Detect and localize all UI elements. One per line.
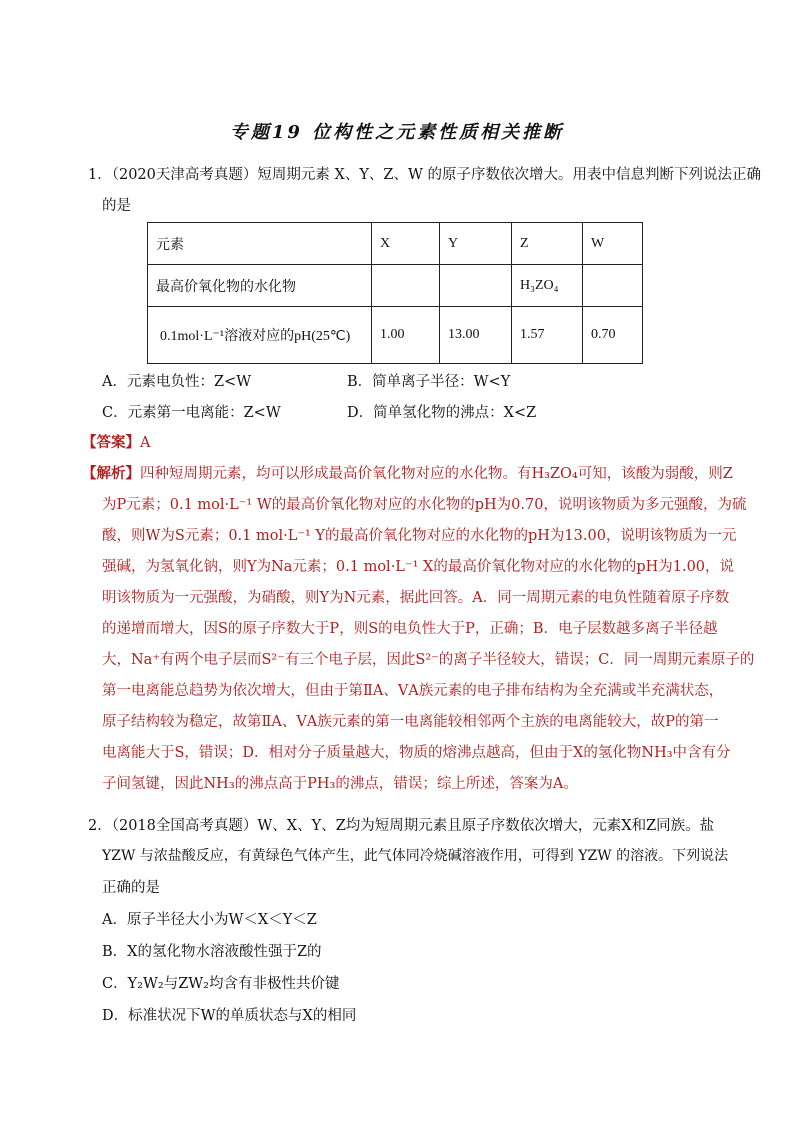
- answer-tag: 【答案】: [82, 434, 140, 451]
- q2-option-d[interactable]: D．标准状况下W的单质状态与X的相同: [102, 1008, 357, 1024]
- q1-stem-line2: 的是: [102, 198, 131, 214]
- q1-option-b[interactable]: B．简单离子半径：W<Y: [347, 374, 511, 390]
- q1-option-d[interactable]: D．简单氢化物的沸点：X<Z: [347, 405, 537, 421]
- table-cell: 最高价氧化物的水化物: [148, 265, 372, 307]
- analysis-text: 四种短周期元素，均可以形成最高价氧化物对应的水化物。有H₃ZO₄可知，该酸为弱酸，则Z: [140, 466, 733, 482]
- table-cell: Z: [512, 223, 583, 265]
- analysis-line-1: [82, 462, 733, 483]
- table-cell: 1.57: [512, 307, 583, 364]
- table-cell: 13.00: [440, 307, 512, 364]
- table-row: [148, 307, 643, 364]
- q1-option-c[interactable]: C．元素第一电离能：Z<W: [102, 405, 281, 421]
- q1-answer: [82, 431, 150, 452]
- analysis-tag: 【解析】: [82, 465, 140, 482]
- table-cell: 1.00: [372, 307, 440, 364]
- table-cell: W: [583, 223, 643, 265]
- q2-stem-line3: 正确的是: [102, 880, 160, 896]
- analysis-line-5: 明该物质为一元强酸，为硝酸，则Y为N元素，据此回答。A．同一周期元素的电负性随着原子序数: [102, 590, 730, 606]
- q1-table: [147, 222, 643, 364]
- table-row: [148, 265, 643, 307]
- analysis-line-4: 强碱，为氢氧化钠，则Y为Na元素；0.1 mol·L⁻¹ X的最高价氧化物对应的水化物的pH为1.00，说: [102, 559, 735, 575]
- answer-value: A: [140, 435, 151, 451]
- table-cell: H₃ZO₄: [512, 265, 583, 307]
- q2-stem-line2: YZW 与浓盐酸反应，有黄绿色气体产生，此气体同冷烧碱溶液作用，可得到 YZW 的溶液。下列说法: [102, 848, 729, 864]
- q2-option-a[interactable]: A．原子半径大小为W＜X＜Y＜Z: [102, 912, 317, 928]
- table-cell: 0.1mol·L⁻¹溶液对应的pH(25℃): [148, 307, 372, 364]
- table-cell: 0.70: [583, 307, 643, 364]
- q1-option-a[interactable]: A．元素电负性：Z<W: [102, 374, 252, 390]
- table-cell: [583, 265, 643, 307]
- table-row: [148, 223, 643, 265]
- q1-source: （2020天津高考真题）: [111, 167, 258, 183]
- q2-option-b[interactable]: B．X的氢化物水溶液酸性强于Z的: [102, 944, 322, 960]
- q2-stem-line1: [88, 814, 714, 835]
- analysis-line-11: 子间氢键，因此NH₃的沸点高于PH₃的沸点，错误；综上所述，答案为A。: [102, 776, 578, 792]
- analysis-line-6: 的递增而增大，因S的原子序数大于P，则S的电负性大于P，正确；B．电子层数越多离子半径越: [102, 621, 718, 637]
- analysis-line-8: 第一电离能总趋势为依次增大，但由于第ⅡA、ⅤA族元素的电子排布结构为全充满或半充满状态，: [102, 683, 724, 699]
- q1-number: 1．: [88, 167, 112, 183]
- analysis-line-10: 电离能大于S，错误；D．相对分子质量越大，物质的熔沸点越高，但由于X的氢化物NH₃中含有分: [102, 745, 731, 761]
- table-cell: [372, 265, 440, 307]
- analysis-line-2: 为P元素；0.1 mol·L⁻¹ W的最高价氧化物对应的水化物的pH为0.70，说明该物质为多元强酸，为硫: [102, 497, 747, 513]
- table-cell: Y: [440, 223, 512, 265]
- analysis-line-3: 酸，则W为S元素；0.1 mol·L⁻¹ Y的最高价氧化物对应的水化物的pH为13.00，说明该物质为一元: [102, 528, 737, 544]
- page-title: 专题19 位构性之元素性质相关推断: [229, 122, 565, 143]
- q1-stem-text1: 短周期元素 X、Y、Z、W 的原子序数依次增大。用表中信息判断下列说法正确: [257, 167, 761, 183]
- q2-source: （2018全国高考真题）: [111, 818, 258, 834]
- table-cell: 元素: [148, 223, 372, 265]
- q2-stem-text1: W、X、Y、Z均为短周期元素且原子序数依次增大，元素X和Z同族。盐: [257, 818, 715, 834]
- analysis-line-9: 原子结构较为稳定，故第ⅡA、ⅤA族元素的第一电离能较相邻两个主族的电离能较大，故P的第一: [102, 714, 719, 730]
- table-cell: X: [372, 223, 440, 265]
- table-cell: [440, 265, 512, 307]
- q2-option-c[interactable]: C．Y₂W₂与ZW₂均含有非极性共价键: [102, 976, 340, 992]
- q1-stem-line1: [88, 163, 761, 184]
- q2-number: 2．: [88, 818, 112, 834]
- analysis-line-7: 大，Na⁺有两个电子层而S²⁻有三个电子层，因此S²⁻的离子半径较大，错误；C．同一周期元素原子的: [102, 652, 755, 668]
